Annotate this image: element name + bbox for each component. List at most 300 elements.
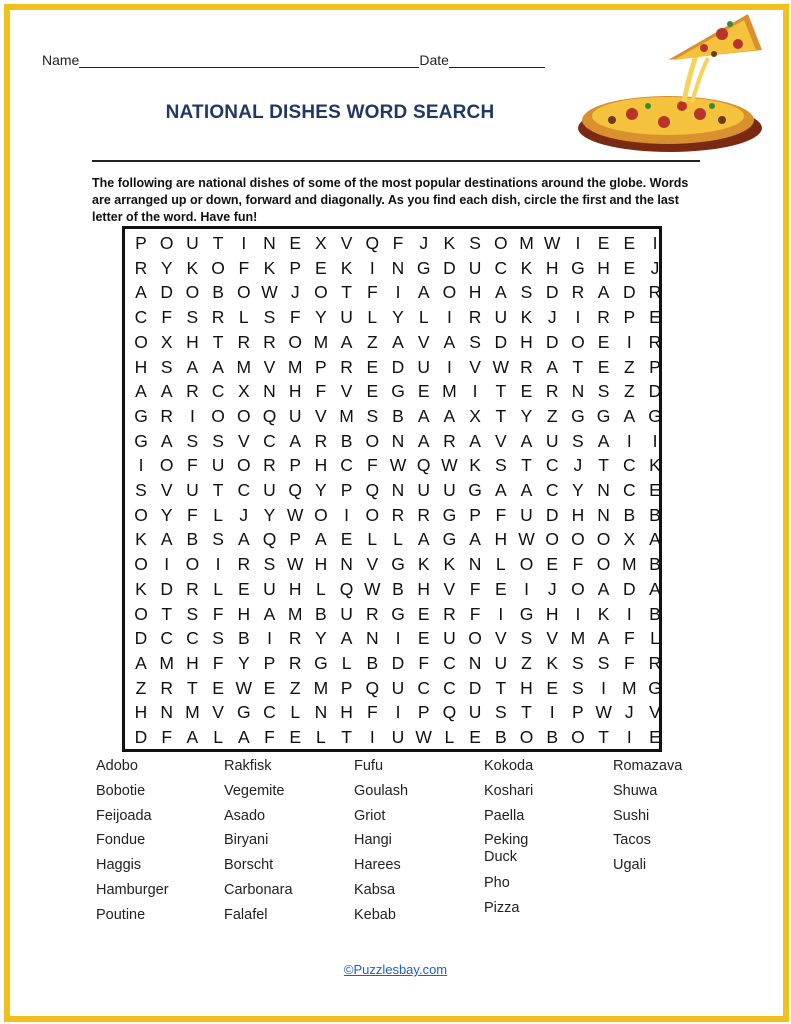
grid-letter[interactable]: K: [597, 603, 610, 624]
grid-letter[interactable]: L: [650, 628, 660, 649]
grid-letter[interactable]: T: [598, 455, 609, 476]
grid-letter[interactable]: A: [494, 282, 507, 303]
grid-letter[interactable]: C: [263, 430, 276, 451]
grid-letter[interactable]: E: [417, 381, 430, 402]
grid-letter[interactable]: B: [340, 430, 353, 451]
grid-letter[interactable]: G: [596, 405, 611, 426]
grid-letter[interactable]: T: [187, 677, 198, 698]
grid-letter[interactable]: Z: [623, 381, 635, 402]
grid-letter[interactable]: O: [365, 504, 380, 525]
grid-letter[interactable]: Q: [416, 455, 431, 476]
grid-letter[interactable]: F: [366, 702, 378, 723]
grid-letter[interactable]: E: [520, 381, 533, 402]
grid-letter[interactable]: C: [237, 480, 251, 500]
grid-letter[interactable]: C: [622, 455, 636, 476]
word-search-grid[interactable]: [122, 226, 662, 752]
grid-letter[interactable]: D: [160, 282, 173, 303]
grid-letter[interactable]: O: [134, 603, 148, 624]
grid-letter[interactable]: G: [416, 257, 431, 278]
grid-letter[interactable]: J: [573, 455, 583, 476]
grid-letter[interactable]: I: [369, 727, 375, 747]
grid-letter[interactable]: E: [315, 257, 327, 278]
grid-letter[interactable]: O: [159, 233, 174, 253]
grid-letter[interactable]: G: [391, 381, 405, 402]
grid-letter[interactable]: U: [340, 603, 353, 624]
grid-letter[interactable]: V: [494, 628, 507, 649]
grid-letter[interactable]: Z: [546, 405, 558, 426]
grid-letter[interactable]: G: [134, 405, 148, 426]
grid-letter[interactable]: A: [160, 381, 173, 402]
grid-letter[interactable]: Y: [263, 504, 276, 525]
grid-letter[interactable]: P: [340, 480, 353, 500]
grid-letter[interactable]: T: [212, 233, 224, 253]
grid-letter[interactable]: U: [186, 480, 199, 500]
grid-letter[interactable]: S: [469, 233, 481, 253]
grid-letter[interactable]: M: [236, 356, 252, 377]
grid-letter[interactable]: L: [495, 554, 506, 575]
grid-letter[interactable]: I: [626, 331, 632, 352]
grid-letter[interactable]: H: [340, 702, 353, 723]
grid-letter[interactable]: O: [185, 554, 200, 575]
grid-letter[interactable]: B: [649, 554, 661, 575]
grid-letter[interactable]: I: [446, 356, 452, 377]
grid-letter[interactable]: O: [236, 405, 251, 426]
grid-letter[interactable]: F: [187, 455, 198, 476]
grid-letter[interactable]: K: [263, 257, 276, 278]
grid-letter[interactable]: S: [494, 455, 507, 476]
grid-letter[interactable]: F: [392, 233, 404, 253]
grid-letter[interactable]: F: [212, 652, 224, 673]
grid-letter[interactable]: H: [520, 677, 533, 698]
grid-letter[interactable]: A: [392, 331, 404, 352]
grid-letter[interactable]: N: [391, 257, 405, 278]
grid-letter[interactable]: G: [391, 603, 405, 624]
grid-letter[interactable]: N: [263, 233, 276, 253]
grid-letter[interactable]: O: [468, 628, 482, 649]
grid-letter[interactable]: A: [623, 405, 636, 426]
grid-letter[interactable]: K: [443, 554, 456, 575]
grid-letter[interactable]: L: [213, 504, 223, 525]
grid-letter[interactable]: M: [622, 554, 637, 575]
grid-letter[interactable]: R: [365, 603, 379, 624]
grid-letter[interactable]: A: [340, 628, 353, 649]
grid-letter[interactable]: P: [572, 702, 584, 723]
grid-letter[interactable]: R: [237, 554, 251, 575]
grid-letter[interactable]: H: [468, 282, 482, 303]
grid-letter[interactable]: O: [134, 504, 148, 525]
grid-letter[interactable]: F: [238, 257, 250, 278]
grid-letter[interactable]: O: [571, 578, 585, 599]
grid-letter[interactable]: Z: [135, 677, 147, 698]
grid-letter[interactable]: A: [520, 430, 533, 451]
grid-letter[interactable]: V: [263, 356, 276, 377]
grid-letter[interactable]: U: [263, 480, 276, 500]
grid-letter[interactable]: U: [417, 480, 430, 500]
grid-letter[interactable]: D: [443, 257, 456, 278]
grid-letter[interactable]: B: [546, 727, 559, 747]
grid-letter[interactable]: J: [419, 233, 429, 253]
grid-letter[interactable]: B: [649, 504, 661, 525]
grid-letter[interactable]: O: [236, 282, 251, 303]
grid-letter[interactable]: O: [596, 529, 611, 550]
grid-letter[interactable]: T: [495, 381, 507, 402]
grid-letter[interactable]: E: [546, 554, 559, 575]
grid-letter[interactable]: E: [417, 603, 430, 624]
grid-letter[interactable]: H: [597, 257, 610, 278]
grid-letter[interactable]: Z: [366, 331, 378, 352]
grid-letter[interactable]: R: [571, 282, 585, 303]
grid-letter[interactable]: D: [134, 628, 148, 649]
grid-letter[interactable]: Q: [288, 480, 302, 500]
grid-letter[interactable]: F: [187, 504, 198, 525]
grid-letter[interactable]: G: [571, 257, 585, 278]
grid-letter[interactable]: Q: [442, 702, 457, 723]
grid-letter[interactable]: H: [134, 356, 148, 377]
grid-letter[interactable]: P: [289, 529, 302, 550]
grid-letter[interactable]: A: [237, 529, 250, 550]
grid-letter[interactable]: R: [417, 504, 430, 525]
grid-letter[interactable]: U: [443, 480, 456, 500]
grid-letter[interactable]: U: [288, 405, 302, 426]
grid-letter[interactable]: R: [134, 257, 148, 278]
grid-letter[interactable]: S: [494, 702, 507, 723]
grid-letter[interactable]: M: [185, 702, 200, 723]
grid-letter[interactable]: L: [367, 529, 378, 550]
grid-letter[interactable]: I: [369, 257, 375, 278]
grid-letter[interactable]: D: [622, 282, 636, 303]
grid-letter[interactable]: O: [134, 554, 148, 575]
grid-letter[interactable]: L: [213, 578, 223, 599]
grid-letter[interactable]: E: [623, 257, 636, 278]
grid-letter[interactable]: A: [546, 356, 559, 377]
grid-letter[interactable]: M: [339, 405, 354, 426]
grid-letter[interactable]: I: [626, 727, 632, 747]
grid-letter[interactable]: F: [469, 578, 481, 599]
grid-letter[interactable]: U: [494, 307, 508, 328]
grid-letter[interactable]: U: [340, 307, 353, 328]
grid-letter[interactable]: K: [546, 652, 559, 673]
grid-letter[interactable]: K: [135, 529, 147, 550]
grid-letter[interactable]: I: [446, 307, 452, 328]
grid-letter[interactable]: H: [545, 603, 559, 624]
grid-letter[interactable]: R: [160, 677, 173, 698]
grid-letter[interactable]: A: [160, 430, 173, 451]
grid-letter[interactable]: H: [417, 578, 430, 599]
grid-letter[interactable]: O: [571, 529, 585, 550]
grid-letter[interactable]: M: [159, 652, 174, 673]
grid-letter[interactable]: I: [395, 282, 401, 303]
grid-letter[interactable]: W: [389, 455, 407, 476]
grid-letter[interactable]: L: [316, 727, 326, 747]
grid-letter[interactable]: F: [264, 727, 275, 747]
grid-letter[interactable]: A: [186, 356, 199, 377]
grid-letter[interactable]: Z: [289, 677, 301, 698]
grid-letter[interactable]: L: [213, 727, 223, 747]
grid-letter[interactable]: U: [211, 455, 225, 476]
grid-letter[interactable]: A: [237, 727, 250, 747]
grid-letter[interactable]: I: [267, 628, 272, 649]
grid-letter[interactable]: U: [468, 702, 482, 723]
grid-letter[interactable]: W: [543, 233, 561, 253]
grid-letter[interactable]: U: [468, 257, 482, 278]
grid-letter[interactable]: X: [160, 331, 173, 352]
grid-letter[interactable]: O: [134, 331, 148, 352]
grid-letter[interactable]: D: [545, 282, 559, 303]
grid-letter[interactable]: K: [417, 554, 430, 575]
grid-letter[interactable]: Q: [339, 578, 354, 599]
grid-letter[interactable]: M: [313, 677, 329, 698]
grid-letter[interactable]: I: [601, 677, 607, 698]
grid-letter[interactable]: G: [519, 603, 534, 624]
grid-letter[interactable]: L: [290, 702, 301, 723]
grid-letter[interactable]: O: [519, 727, 534, 747]
grid-letter[interactable]: I: [626, 603, 632, 624]
grid-letter[interactable]: V: [443, 578, 456, 599]
grid-letter[interactable]: I: [189, 405, 195, 426]
grid-letter[interactable]: R: [648, 331, 662, 352]
grid-letter[interactable]: O: [571, 331, 585, 352]
grid-letter[interactable]: L: [418, 307, 429, 328]
grid-letter[interactable]: Y: [160, 504, 173, 525]
grid-letter[interactable]: N: [571, 381, 585, 402]
grid-letter[interactable]: F: [623, 652, 635, 673]
grid-letter[interactable]: O: [211, 257, 225, 278]
grid-letter[interactable]: W: [518, 529, 535, 550]
grid-letter[interactable]: S: [520, 628, 533, 649]
grid-letter[interactable]: E: [366, 381, 379, 402]
grid-letter[interactable]: C: [443, 677, 456, 698]
grid-letter[interactable]: A: [494, 480, 507, 500]
grid-letter[interactable]: R: [186, 381, 199, 402]
grid-letter[interactable]: K: [520, 257, 533, 278]
grid-letter[interactable]: A: [649, 529, 661, 550]
grid-letter[interactable]: P: [289, 455, 302, 476]
grid-letter[interactable]: H: [571, 504, 585, 525]
grid-letter[interactable]: H: [237, 603, 251, 624]
grid-letter[interactable]: I: [138, 455, 144, 476]
grid-letter[interactable]: X: [623, 529, 636, 550]
grid-letter[interactable]: R: [186, 578, 199, 599]
grid-letter[interactable]: V: [315, 405, 327, 426]
grid-letter[interactable]: K: [520, 307, 533, 328]
grid-letter[interactable]: O: [519, 554, 534, 575]
grid-letter[interactable]: Y: [392, 307, 404, 328]
grid-letter[interactable]: E: [597, 356, 610, 377]
grid-letter[interactable]: S: [135, 480, 147, 500]
grid-letter[interactable]: H: [186, 331, 199, 352]
grid-letter[interactable]: E: [340, 529, 353, 550]
grid-letter[interactable]: F: [289, 307, 301, 328]
grid-letter[interactable]: D: [391, 652, 405, 673]
grid-letter[interactable]: W: [415, 727, 432, 747]
grid-letter[interactable]: I: [626, 430, 632, 451]
grid-letter[interactable]: T: [341, 727, 352, 747]
grid-letter[interactable]: F: [161, 727, 173, 747]
grid-letter[interactable]: O: [211, 405, 225, 426]
grid-letter[interactable]: P: [469, 504, 481, 525]
grid-letter[interactable]: G: [442, 529, 457, 550]
grid-letter[interactable]: V: [212, 702, 224, 723]
grid-letter[interactable]: I: [241, 233, 247, 253]
grid-letter[interactable]: M: [519, 233, 534, 253]
grid-letter[interactable]: E: [263, 677, 276, 698]
grid-letter[interactable]: W: [286, 554, 304, 575]
grid-letter[interactable]: U: [494, 652, 508, 673]
grid-letter[interactable]: J: [547, 578, 557, 599]
grid-letter[interactable]: I: [344, 504, 350, 525]
grid-letter[interactable]: K: [469, 455, 481, 476]
grid-letter[interactable]: A: [443, 405, 456, 426]
grid-letter[interactable]: B: [392, 578, 404, 599]
grid-letter[interactable]: I: [472, 381, 478, 402]
grid-letter[interactable]: L: [367, 307, 378, 328]
grid-letter[interactable]: W: [286, 504, 304, 525]
grid-letter[interactable]: P: [649, 356, 661, 377]
grid-letter[interactable]: A: [520, 480, 533, 500]
grid-letter[interactable]: A: [315, 529, 327, 550]
grid-letter[interactable]: R: [263, 455, 276, 476]
grid-letter[interactable]: P: [417, 702, 430, 723]
grid-letter[interactable]: I: [652, 430, 658, 451]
grid-letter[interactable]: U: [263, 578, 276, 599]
grid-letter[interactable]: W: [595, 702, 612, 723]
grid-letter[interactable]: A: [289, 430, 302, 451]
grid-letter[interactable]: E: [237, 578, 250, 599]
grid-letter[interactable]: G: [442, 504, 457, 525]
grid-letter[interactable]: A: [417, 405, 430, 426]
grid-letter[interactable]: X: [469, 405, 481, 426]
grid-letter[interactable]: N: [597, 480, 610, 500]
grid-letter[interactable]: R: [288, 628, 302, 649]
grid-letter[interactable]: V: [160, 480, 173, 500]
grid-letter[interactable]: F: [495, 504, 507, 525]
grid-letter[interactable]: T: [521, 702, 532, 723]
grid-letter[interactable]: U: [186, 233, 199, 253]
grid-letter[interactable]: R: [648, 282, 662, 303]
grid-letter[interactable]: W: [364, 578, 381, 599]
grid-letter[interactable]: O: [314, 282, 328, 303]
date-line[interactable]: [449, 53, 545, 68]
grid-letter[interactable]: I: [395, 628, 401, 649]
grid-letter[interactable]: O: [185, 282, 200, 303]
grid-letter[interactable]: X: [237, 381, 250, 402]
grid-letter[interactable]: Q: [262, 529, 277, 550]
grid-letter[interactable]: B: [623, 504, 636, 525]
grid-letter[interactable]: Y: [237, 652, 250, 673]
grid-letter[interactable]: J: [239, 504, 249, 525]
grid-letter[interactable]: G: [571, 405, 585, 426]
grid-letter[interactable]: N: [263, 381, 276, 402]
grid-letter[interactable]: B: [392, 405, 404, 426]
grid-letter[interactable]: J: [650, 257, 660, 278]
grid-letter[interactable]: K: [649, 455, 661, 476]
grid-letter[interactable]: F: [418, 652, 430, 673]
grid-letter[interactable]: T: [341, 282, 352, 303]
grid-letter[interactable]: R: [288, 652, 302, 673]
grid-letter[interactable]: G: [648, 677, 662, 698]
grid-letter[interactable]: B: [212, 282, 224, 303]
grid-letter[interactable]: S: [597, 381, 610, 402]
grid-letter[interactable]: G: [134, 430, 148, 451]
grid-letter[interactable]: Y: [572, 480, 584, 500]
grid-letter[interactable]: S: [597, 652, 610, 673]
grid-letter[interactable]: B: [494, 727, 507, 747]
grid-letter[interactable]: A: [263, 603, 276, 624]
grid-letter[interactable]: P: [135, 233, 147, 253]
grid-letter[interactable]: K: [135, 578, 147, 599]
grid-letter[interactable]: R: [545, 381, 559, 402]
grid-letter[interactable]: U: [391, 727, 405, 747]
grid-letter[interactable]: A: [135, 381, 147, 402]
grid-letter[interactable]: H: [186, 652, 199, 673]
grid-letter[interactable]: O: [159, 455, 174, 476]
grid-letter[interactable]: L: [341, 652, 352, 673]
grid-letter[interactable]: D: [545, 331, 559, 352]
grid-letter[interactable]: H: [314, 554, 328, 575]
grid-letter[interactable]: I: [575, 233, 581, 253]
grid-letter[interactable]: F: [469, 603, 481, 624]
grid-letter[interactable]: A: [340, 331, 353, 352]
grid-letter[interactable]: A: [417, 529, 430, 550]
grid-letter[interactable]: H: [314, 455, 328, 476]
grid-letter[interactable]: U: [417, 356, 430, 377]
grid-letter[interactable]: S: [160, 356, 173, 377]
grid-letter[interactable]: T: [212, 331, 224, 352]
grid-letter[interactable]: S: [186, 430, 199, 451]
grid-letter[interactable]: R: [443, 603, 456, 624]
grid-letter[interactable]: V: [340, 233, 353, 253]
grid-letter[interactable]: Z: [623, 356, 635, 377]
grid-letter[interactable]: H: [494, 529, 508, 550]
grid-letter[interactable]: S: [572, 652, 584, 673]
grid-letter[interactable]: D: [622, 578, 636, 599]
grid-letter[interactable]: Z: [521, 652, 532, 673]
grid-letter[interactable]: C: [622, 480, 636, 500]
grid-letter[interactable]: R: [648, 652, 662, 673]
grid-letter[interactable]: I: [549, 702, 555, 723]
grid-letter[interactable]: O: [596, 554, 611, 575]
grid-letter[interactable]: V: [649, 702, 661, 723]
grid-letter[interactable]: V: [494, 430, 507, 451]
grid-letter[interactable]: C: [186, 628, 199, 649]
grid-letter[interactable]: Y: [315, 480, 327, 500]
grid-letter[interactable]: S: [212, 628, 224, 649]
grid-letter[interactable]: H: [520, 331, 533, 352]
grid-letter[interactable]: G: [648, 405, 662, 426]
grid-letter[interactable]: W: [261, 282, 278, 303]
grid-letter[interactable]: N: [597, 504, 610, 525]
grid-letter[interactable]: Q: [262, 405, 277, 426]
grid-letter[interactable]: P: [315, 356, 327, 377]
grid-letter[interactable]: A: [597, 430, 610, 451]
grid-letter[interactable]: F: [366, 455, 378, 476]
grid-letter[interactable]: I: [524, 578, 529, 599]
grid-letter[interactable]: R: [211, 307, 225, 328]
grid-letter[interactable]: M: [442, 381, 457, 402]
grid-letter[interactable]: F: [315, 381, 327, 402]
footer-link[interactable]: ©Puzzlesbay.com: [343, 962, 448, 977]
grid-letter[interactable]: E: [597, 233, 610, 253]
grid-letter[interactable]: R: [263, 331, 276, 352]
grid-letter[interactable]: A: [186, 727, 199, 747]
grid-letter[interactable]: E: [289, 233, 302, 253]
grid-letter[interactable]: A: [597, 578, 610, 599]
grid-letter[interactable]: R: [443, 430, 456, 451]
grid-letter[interactable]: F: [366, 282, 378, 303]
grid-letter[interactable]: L: [238, 307, 249, 328]
grid-letter[interactable]: H: [545, 257, 559, 278]
grid-letter[interactable]: V: [340, 381, 353, 402]
